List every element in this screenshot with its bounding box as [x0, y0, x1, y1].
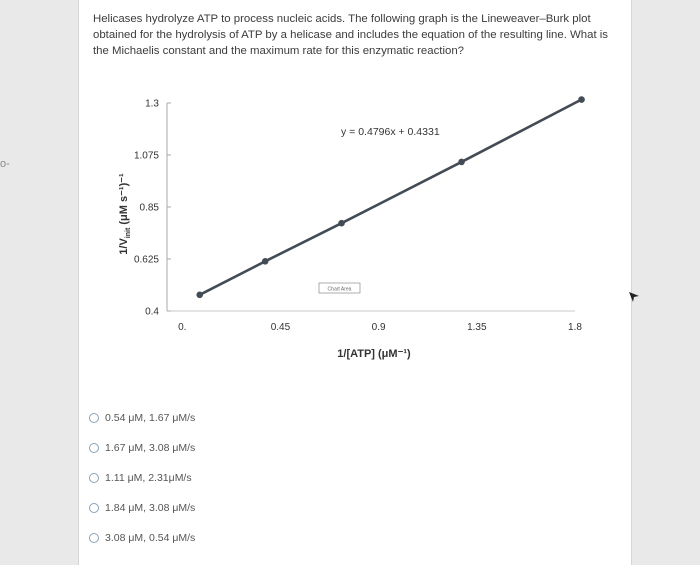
choice-label: 0.54 μM, 1.67 μM/s: [105, 412, 196, 424]
y-axis-label-main: 1/V: [118, 238, 130, 255]
radio-button[interactable]: [89, 503, 99, 513]
data-point: [338, 220, 345, 227]
choice-label: 1.11 μM, 2.31μM/s: [105, 472, 192, 484]
y-tick-group: [134, 99, 171, 318]
y-tick-label: 0.625: [133, 254, 159, 266]
y-axis-label: [118, 173, 132, 255]
data-point: [578, 96, 585, 103]
equation-label: y = 0.4796x + 0.4331: [341, 126, 440, 138]
lineweaver-burk-chart: [79, 0, 631, 400]
x-tick-label: 0.: [178, 322, 187, 333]
mouse-cursor-icon: [627, 290, 641, 304]
answer-choices: [89, 403, 195, 553]
chart-area-tooltip: [319, 283, 360, 293]
chart-area-label: Chart Area: [327, 286, 352, 293]
question-text: Helicases hydrolyze ATP to process nucleic acids. The following graph is the Lineweaver–Burk plot obtained for the hydrolysis of ATP by a helicase and includes the equation of the resulting line. What is the Michaelis constant and the maximum rate for this enzymatic reaction?: [93, 13, 608, 57]
data-point: [262, 258, 269, 265]
question-card: [78, 0, 632, 565]
data-point: [458, 159, 465, 166]
x-tick-label: 0.9: [371, 322, 386, 333]
choice-option-5[interactable]: [89, 523, 195, 553]
margin-mark: o-: [0, 158, 10, 170]
radio-button[interactable]: [89, 473, 99, 483]
choice-option-1[interactable]: [89, 403, 195, 433]
x-tick-group: [178, 322, 582, 333]
choice-label: 3.08 μM, 0.54 μM/s: [105, 532, 196, 544]
choice-label: 1.67 μM, 3.08 μM/s: [105, 442, 196, 454]
choice-label: 1.84 μM, 3.08 μM/s: [105, 502, 196, 514]
choice-option-4[interactable]: [89, 493, 195, 523]
radio-button[interactable]: [89, 533, 99, 543]
radio-button[interactable]: [89, 413, 99, 423]
y-tick-label: 1.3: [145, 98, 159, 110]
choice-option-3[interactable]: [89, 463, 195, 493]
x-tick-label: 1.35: [467, 322, 487, 333]
y-axis-label-sub: init: [125, 227, 132, 239]
x-axis-label: 1/[ATP] (μM⁻¹): [337, 348, 411, 360]
choice-option-2[interactable]: [89, 433, 195, 463]
x-tick-label: 1.8: [568, 322, 582, 333]
y-tick-label: 0.85: [139, 202, 159, 214]
y-axis-label-tail: (μM s⁻¹)⁻¹: [118, 173, 130, 228]
radio-button[interactable]: [89, 443, 99, 453]
data-point: [196, 292, 203, 299]
y-tick-label: 0.4: [145, 306, 159, 318]
x-tick-label: 0.45: [270, 322, 291, 333]
y-tick-label: 1.075: [133, 150, 159, 162]
